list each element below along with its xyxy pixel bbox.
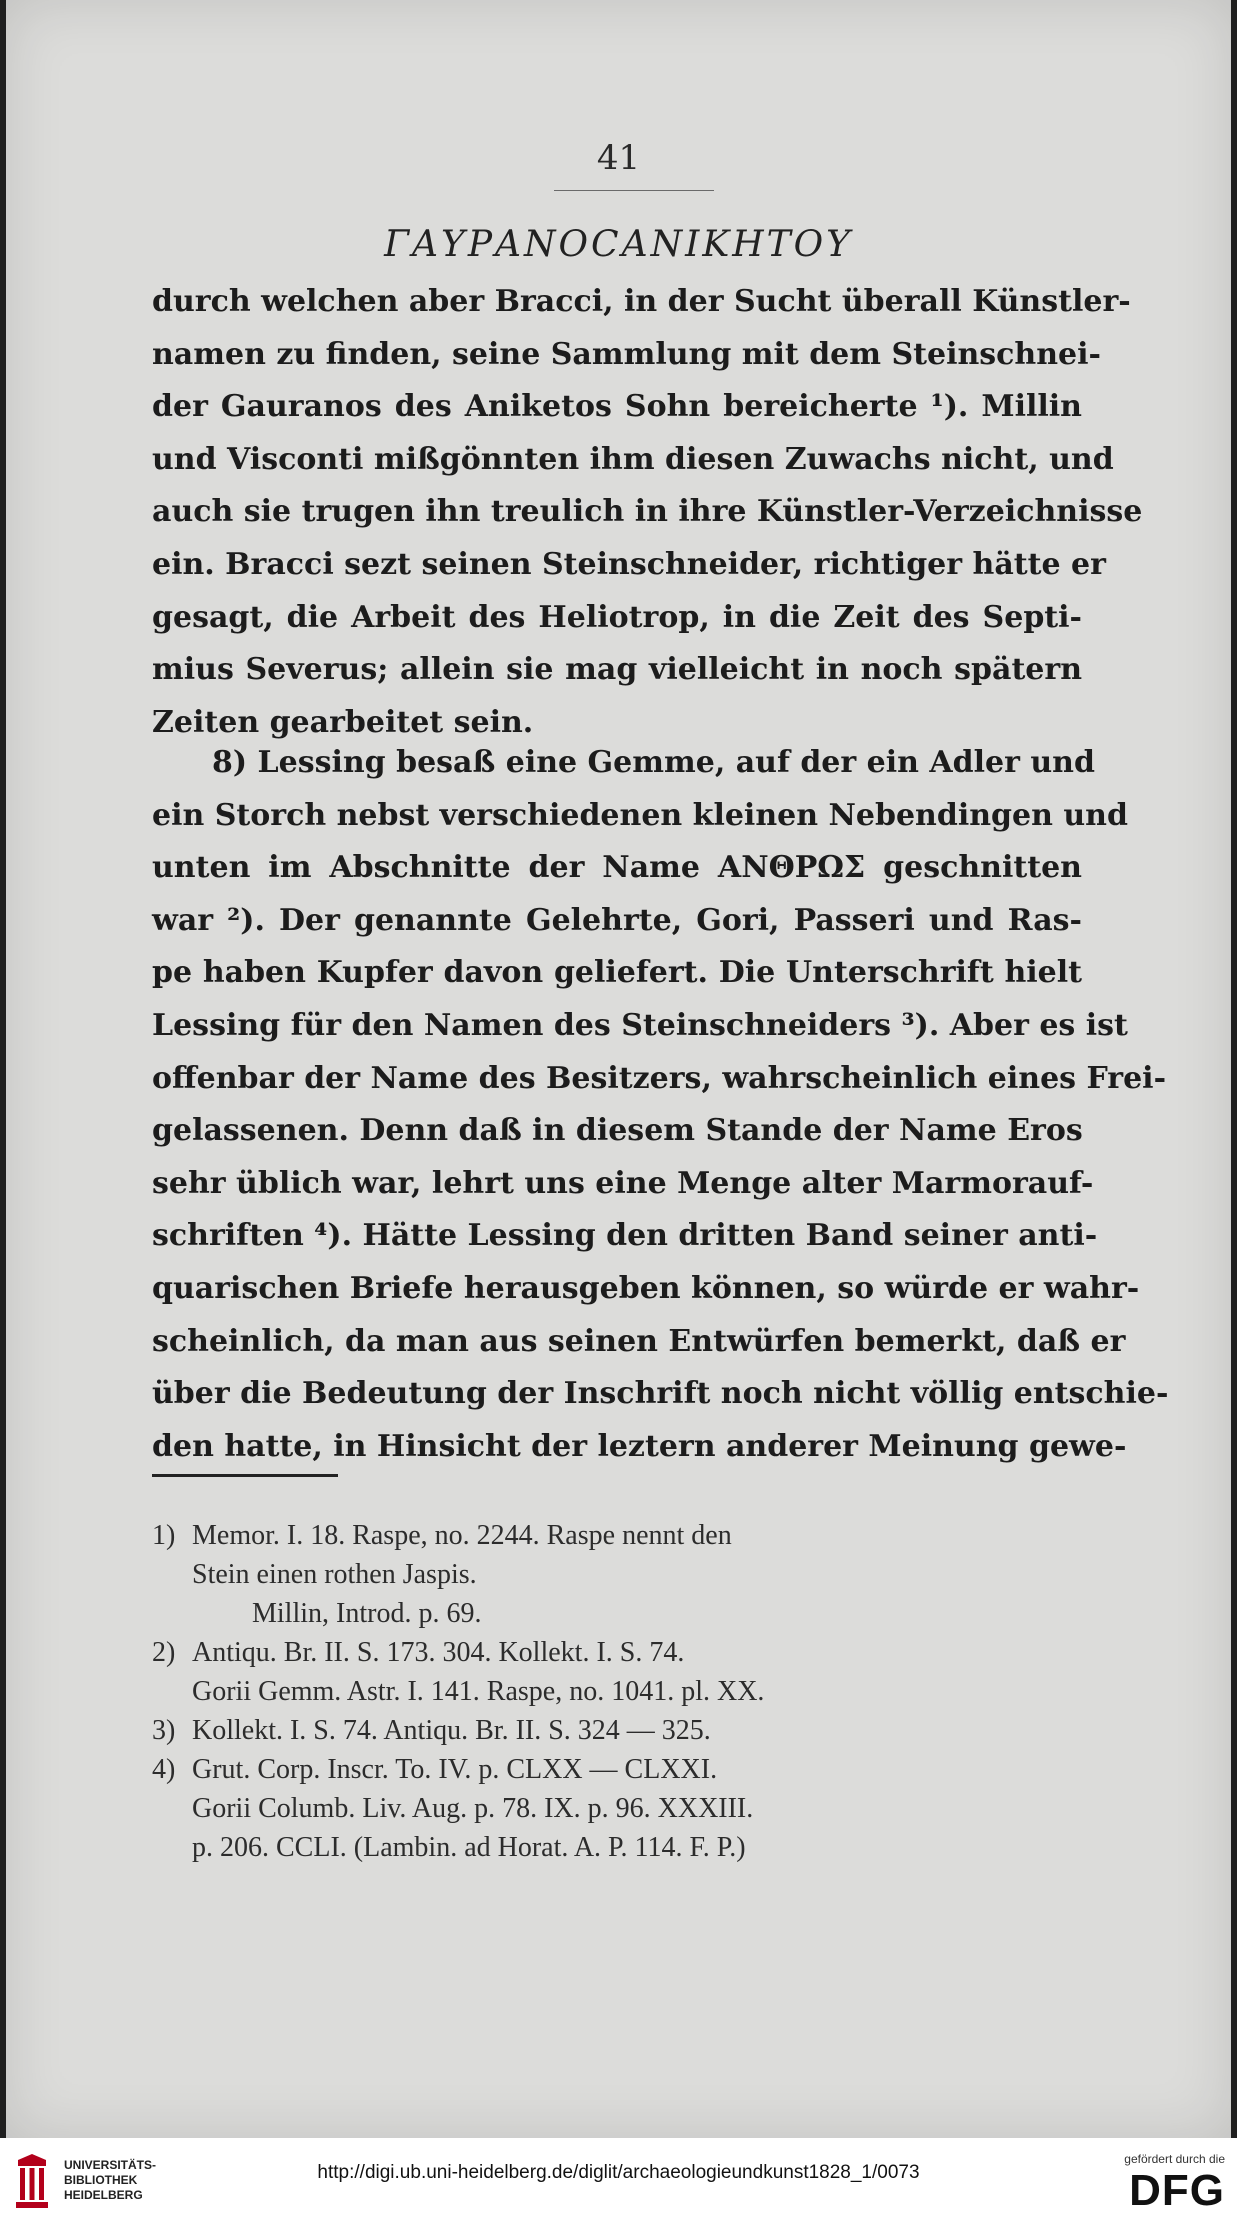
footnote-line: Kollekt. I. S. 74. Antiqu. Br. II. S. 324 — 325. — [192, 1715, 711, 1746]
footnote-number: 3) — [152, 1715, 176, 1746]
footnote-line: Gorii Columb. Liv. Aug. p. 78. IX. p. 96. XXXIII. — [192, 1793, 754, 1824]
footnote-line: Gorii Gemm. Astr. I. 141. Raspe, no. 1041. pl. XX. — [192, 1676, 765, 1707]
text-line: scheinlich, da man aus seinen Entwürfen bemerkt, daß er — [152, 1323, 1126, 1359]
text-line: gesagt, die Arbeit des Heliotrop, in die Zeit des Septi- — [152, 599, 1082, 635]
footnote-number: 2) — [152, 1637, 176, 1668]
paragraph-2 — [152, 737, 1169, 1473]
viewer-footer — [0, 2138, 1237, 2230]
institution-line: UNIVERSITÄTS- — [64, 2158, 157, 2172]
text-line: schriften ⁴). Hätte Lessing den dritten Band seiner anti- — [152, 1218, 1098, 1254]
text-line: unten im Abschnitte der Name ΑΝΘΡΩΣ geschnitten — [152, 850, 1082, 886]
scanned-page — [6, 0, 1231, 2138]
text-line: war ²). Der genannte Gelehrte, Gori, Passeri und Ras- — [152, 902, 1082, 938]
text-line: 8) Lessing besaß eine Gemme, auf der ein Adler und — [212, 745, 1095, 780]
text-line: durch welchen aber Bracci, in der Sucht überall Künstler- — [152, 284, 1131, 319]
footnote-3 — [152, 1711, 1092, 1750]
footnote-1 — [152, 1516, 1092, 1633]
footnote-line: Millin, Introd. p. 69. — [252, 1598, 482, 1629]
text-line: offenbar der Name des Besitzers, wahrscheinlich eines Frei- — [152, 1060, 1167, 1096]
greek-heading: ΓΑΥΡΑΝΟϹΑΝΙΚΗΤΟΥ — [384, 224, 853, 265]
text-line: pe haben Kupfer davon geliefert. Die Unterschrift hielt — [152, 955, 1082, 991]
footnote-line: Stein einen rothen Jaspis. — [192, 1559, 477, 1590]
text-line: über die Bedeutung der Inschrift noch nicht völlig entschie- — [152, 1376, 1169, 1412]
institution-line: HEIDELBERG — [64, 2188, 143, 2202]
footnote-line: Memor. I. 18. Raspe, no. 2244. Raspe nennt den — [192, 1520, 732, 1551]
text-line: ein Storch nebst verschiedenen kleinen Nebendingen und — [152, 797, 1128, 833]
text-line: Zeiten gearbeitet sein. — [152, 704, 534, 740]
footnote-4 — [152, 1750, 1092, 1867]
text-line: sehr üblich war, lehrt uns eine Menge alter Marmorauf- — [152, 1165, 1094, 1201]
text-line: quarischen Briefe herausgeben können, so würde er wahr- — [152, 1270, 1140, 1306]
text-line: namen zu finden, seine Sammlung mit dem Steinschnei- — [152, 336, 1101, 372]
footnote-number: 4) — [152, 1754, 176, 1785]
source-url-link[interactable]: http://digi.ub.uni-heidelberg.de/diglit/archaeologieundkunst1828_1/0073 — [317, 2162, 920, 2183]
footnote-2 — [152, 1633, 1092, 1711]
text-line: gelassenen. Denn daß in diesem Stande der Name Eros — [152, 1113, 1083, 1149]
header-rule — [554, 190, 714, 191]
text-line: den hatte, in Hinsicht der leztern anderer Meinung gewe- — [152, 1428, 1127, 1464]
text-line: Lessing für den Namen des Steinschneiders ³). Aber es ist — [152, 1007, 1128, 1043]
page-number: 41 — [596, 138, 641, 178]
footnotes — [152, 1516, 1092, 1867]
footnote-line: Grut. Corp. Inscr. To. IV. p. CLXX — CLXXI. — [192, 1754, 718, 1785]
institution-line: BIBLIOTHEK — [64, 2173, 138, 2187]
text-line: mius Severus; allein sie mag vielleicht in noch spätern — [152, 652, 1082, 688]
dfg-logo: DFG — [1129, 2166, 1225, 2215]
text-line: und Visconti mißgönnten ihm diesen Zuwachs nicht, und — [152, 441, 1114, 477]
paragraph-1 — [152, 276, 1143, 749]
footnote-line: Antiqu. Br. II. S. 173. 304. Kollekt. I. S. 74. — [192, 1637, 685, 1668]
footnote-number: 1) — [152, 1520, 176, 1551]
text-line: der Gauranos des Aniketos Sohn bereicherte ¹). Millin — [152, 389, 1082, 425]
funded-by-label: gefördert durch die — [1124, 2152, 1225, 2166]
text-line: ein. Bracci sezt seinen Steinschneider, richtiger hätte er — [152, 546, 1106, 582]
footnote-rule — [152, 1474, 338, 1477]
text-line: auch sie trugen ihn treulich in ihre Künstler-Verzeichnisse — [152, 494, 1143, 530]
footnote-line: p. 206. CCLI. (Lambin. ad Horat. A. P. 114. F. P.) — [192, 1832, 746, 1863]
